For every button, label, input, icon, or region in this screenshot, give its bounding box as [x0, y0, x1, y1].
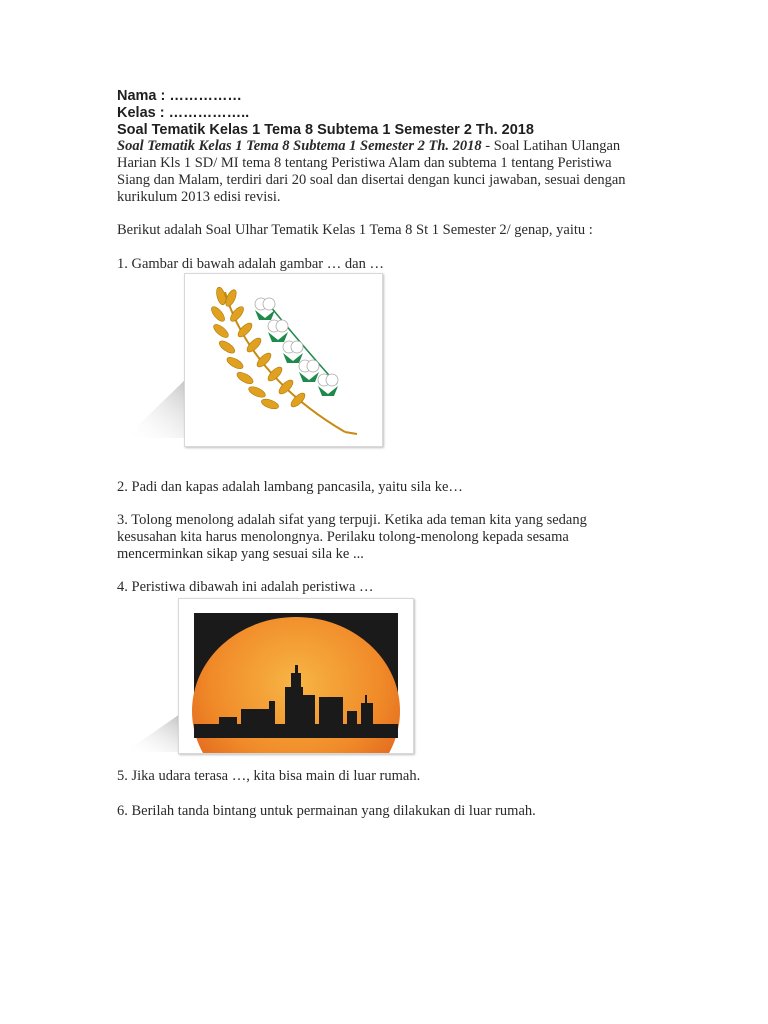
- lead-text: Berikut adalah Soal Ulhar Tematik Kelas 1 Tema 8 St 1 Semester 2/ genap, yaitu :: [117, 222, 593, 238]
- question-4: 4. Peristiwa dibawah ini adalah peristiwa …: [117, 579, 374, 595]
- padi-kapas-image: [185, 274, 382, 446]
- sunset-figure: [178, 598, 414, 754]
- kelas-field: Kelas : ……………..: [117, 105, 250, 121]
- question-6: 6. Berilah tanda bintang untuk permainan yang dilakukan di luar rumah.: [117, 803, 536, 819]
- question-3: 3. Tolong menolong adalah sifat yang terpuji. Ketika ada teman kita yang sedang kesusahan kita harus menolongnya. Perilaku tolong-menolong kepada sesama mencerminkan sikap yang sesuai sila ke ...: [117, 512, 587, 562]
- padi-kapas-figure: [184, 273, 383, 447]
- question-2: 2. Padi dan kapas adalah lambang pancasila, yaitu sila ke…: [117, 479, 463, 495]
- figure-shadow: [125, 714, 185, 758]
- question-5: 5. Jika udara terasa …, kita bisa main di luar rumah.: [117, 768, 421, 784]
- nama-field: Nama : ……………: [117, 88, 242, 104]
- intro-text: - Soal Latihan Ulangan Harian Kls 1 SD/ MI tema 8 tentang Peristiwa Alam dan subtema 1 tentang Peristiwa Siang dan Malam, terdiri dari 20 soal dan disertai dengan kunci jawaban, sesuai dengan kurikulum 2013 edisi revisi.: [117, 138, 626, 205]
- intro-title: Soal Tematik Kelas 1 Tema 8 Subtema 1 Semester 2 Th. 2018: [117, 138, 482, 154]
- document-title: Soal Tematik Kelas 1 Tema 8 Subtema 1 Semester 2 Th. 2018: [117, 122, 534, 138]
- question-1: 1. Gambar di bawah adalah gambar … dan …: [117, 256, 384, 272]
- sunset-image: [179, 599, 413, 753]
- intro-paragraph: [117, 138, 647, 206]
